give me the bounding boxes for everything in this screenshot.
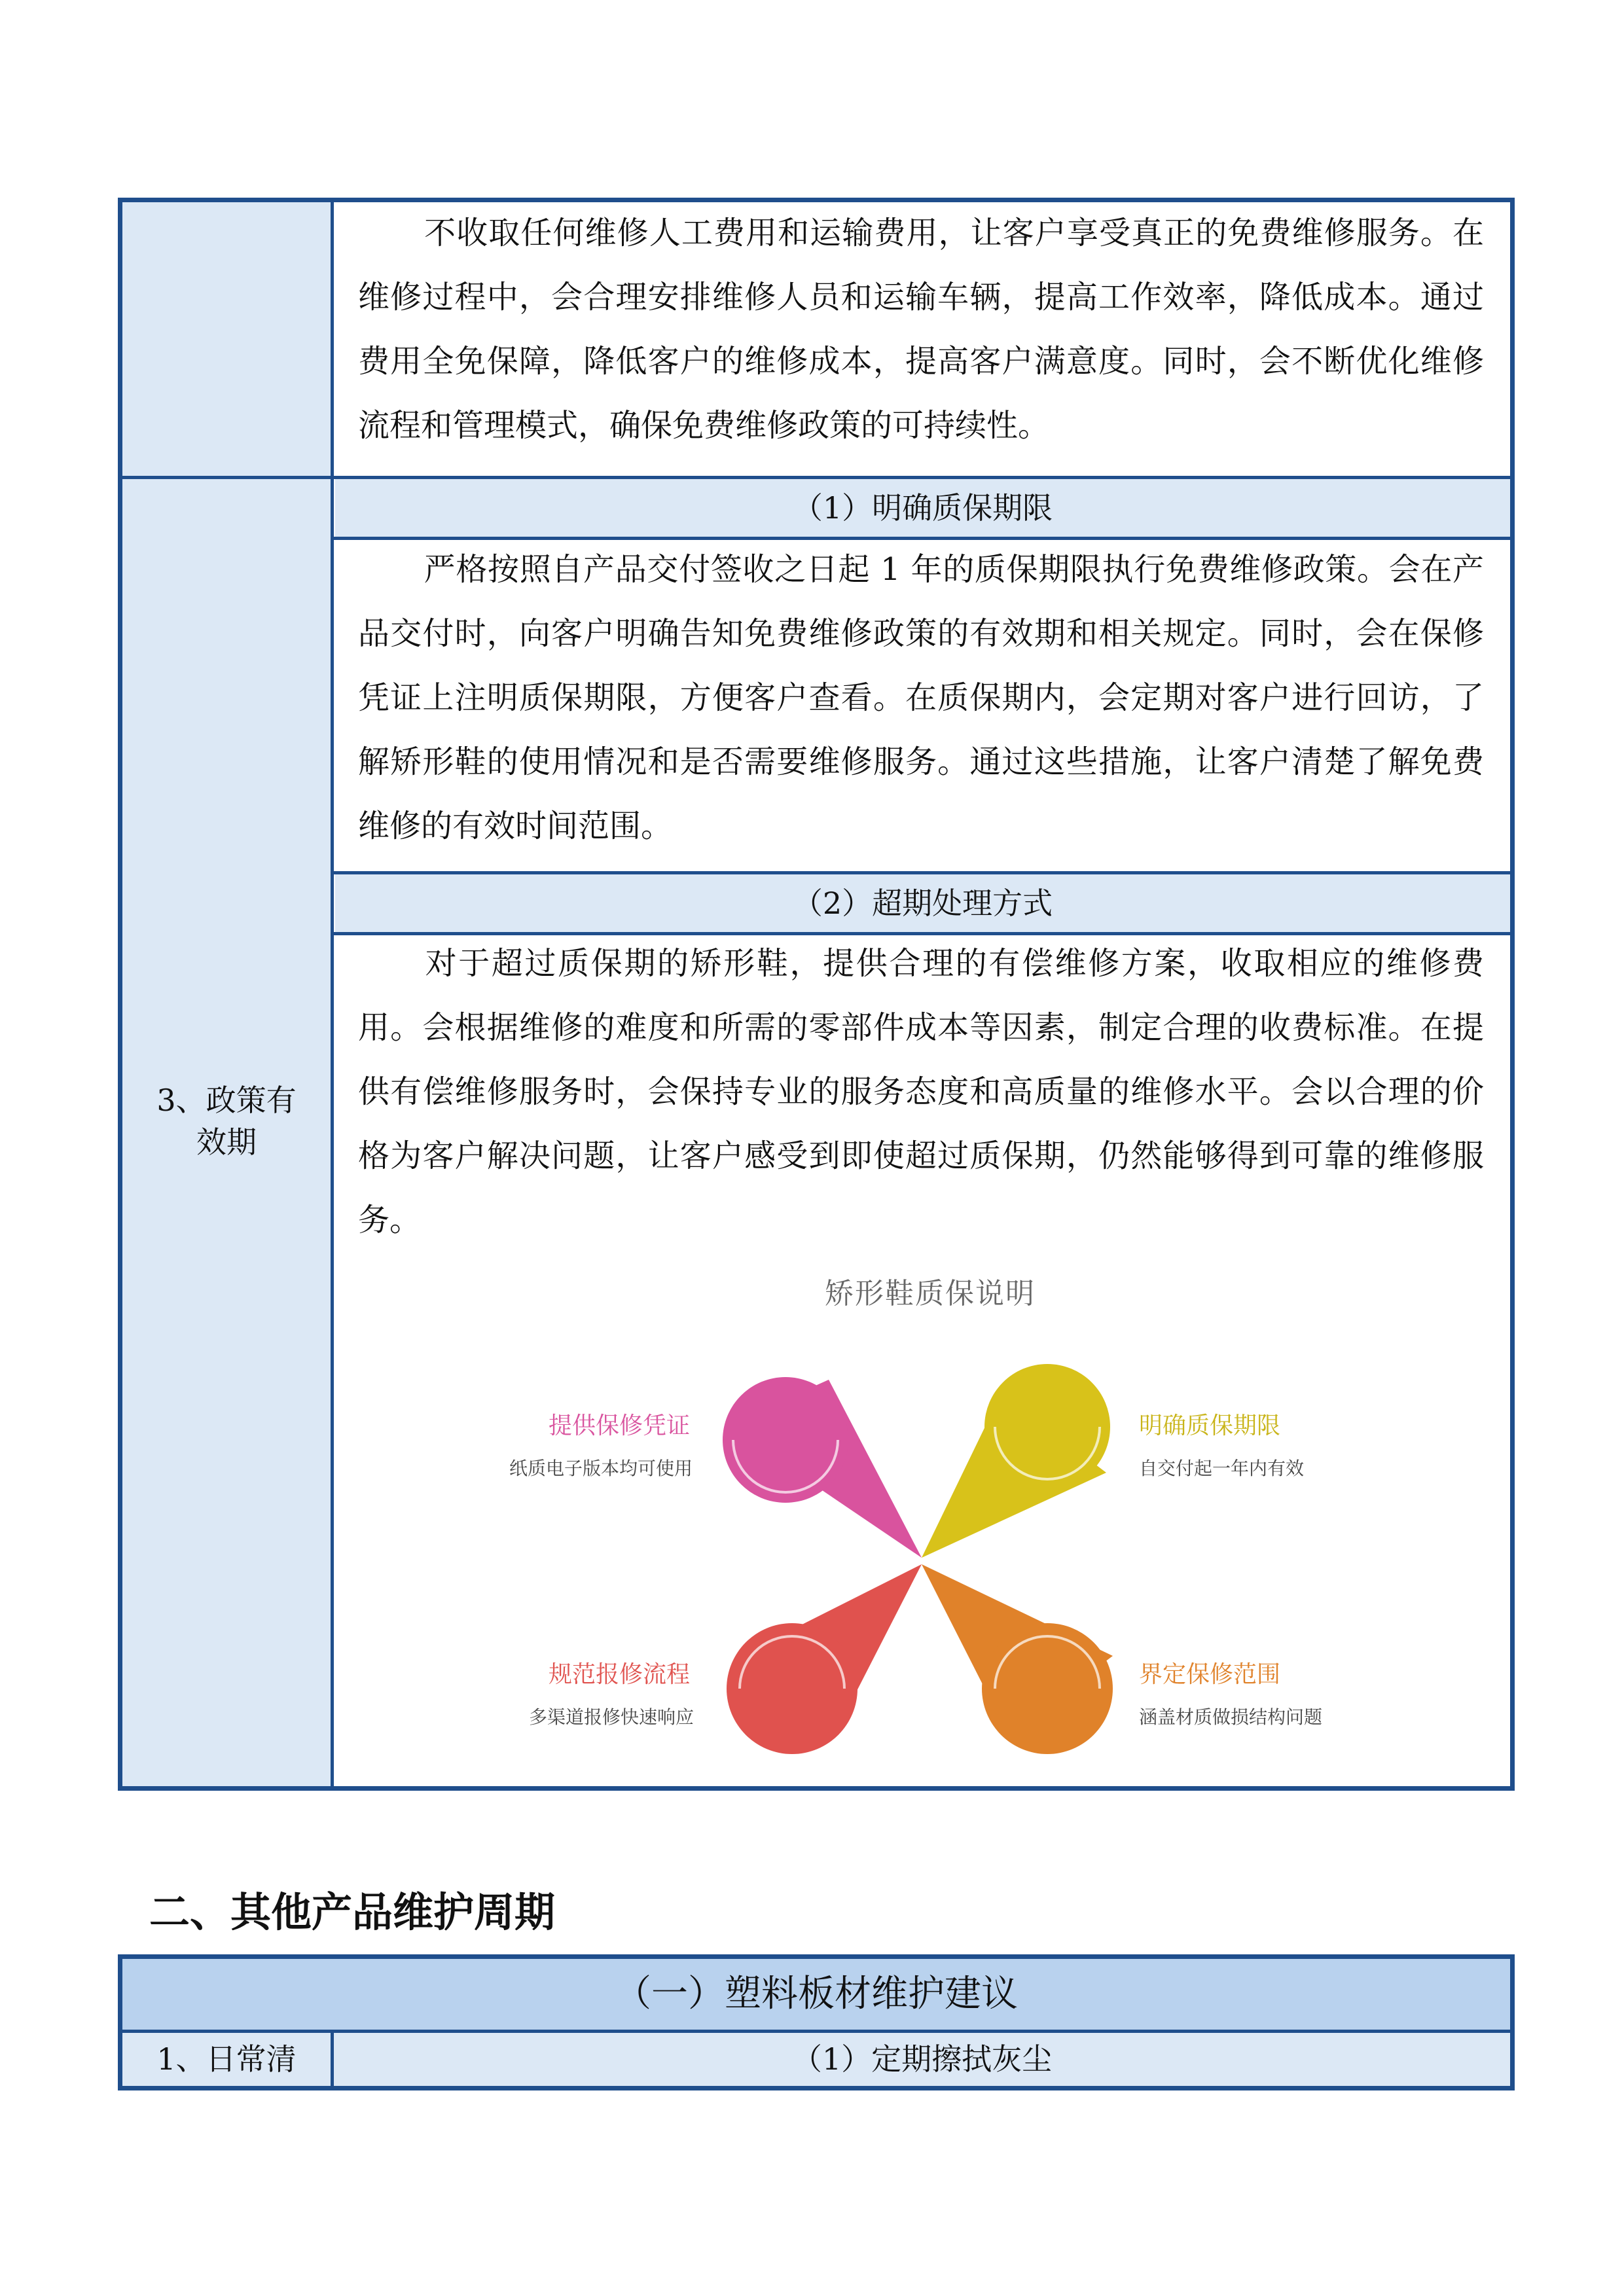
paragraph-free-repair: 不收取任何维修人工费用和运输费用，让客户享受真正的免费维修服务。在维修过程中，会合理安排维修人员和运输车辆，提高工作效率，降低成本。通过费用全免保障，降低客户的维修成本，提高客户满意度。同时，会不断优化维修流程和管理模式，确保免费维修政策的可持续性。 (358, 215, 1484, 444)
row-label-daily-cleaning: 1、日常清 (122, 2033, 331, 2086)
subhead-clear-warranty: （1）明确质保期限 (335, 479, 1510, 537)
maintenance-table (118, 1954, 1515, 2090)
petal-label: 提供保修凭证 (549, 1412, 691, 1439)
petal-circle (982, 1623, 1113, 1754)
figure-title: 矫形鞋质保说明 (825, 1277, 1036, 1310)
petal-sub: 自交付起一年内有效 (1139, 1458, 1305, 1479)
petal-sub: 多渠道报修快速响应 (529, 1706, 695, 1728)
petal-circle (727, 1623, 857, 1754)
petal-circle (984, 1364, 1110, 1490)
petal-repair-process (727, 1564, 922, 1754)
paragraph-overdue: 对于超过质保期的矫形鞋，提供合理的有偿维修方案，收取相应的维修费用。会根据维修的难度和所需的零部件成本等因素，制定合理的收费标准。在提供有偿维修服务时，会保持专业的服务态度和高质量的维修水平。会以合理的价格为客户解决问题，让客户感受到即使超过质保期，仍然能够得到可靠的维修服务。 (358, 945, 1484, 1238)
section-heading: 二、其他产品维护周期 (149, 1888, 556, 1936)
petal-warranty-certificate (723, 1377, 922, 1558)
row-label-line: 效期 (196, 1124, 257, 1160)
petal-label: 界定保修范围 (1139, 1661, 1281, 1688)
petal-sub: 涵盖材质做损结构问题 (1139, 1706, 1323, 1728)
petal-warranty-term (922, 1364, 1110, 1558)
row-label-line: 3、政策有 (156, 1083, 297, 1118)
table-title: （一）塑料板材维护建议 (122, 1959, 1510, 2030)
paragraph-warranty-period: 严格按照自产品交付签收之日起 1 年的质保期限执行免费维修政策。会在产品交付时，向客户明确告知免费维修政策的有效期和相关规定。同时，会在保修凭证上注明质保期限，方便客户查看。在质保期内，会定期对客户进行回访，了解矫形鞋的使用情况和是否需要维修服务。通过这些措施，让客户清楚了解免费维修的有效时间范围。 (358, 551, 1484, 844)
subhead-overdue-handling: （2）超期处理方式 (335, 874, 1510, 932)
subhead-dust-wipe: （1）定期擦拭灰尘 (334, 2033, 1510, 2086)
petal-circle (723, 1377, 848, 1503)
petal-label: 规范报修流程 (549, 1661, 691, 1688)
petal-warranty-scope (922, 1564, 1113, 1754)
petal-label: 明确质保期限 (1139, 1412, 1281, 1439)
petal-sub: 纸质电子版本均可使用 (509, 1458, 693, 1479)
